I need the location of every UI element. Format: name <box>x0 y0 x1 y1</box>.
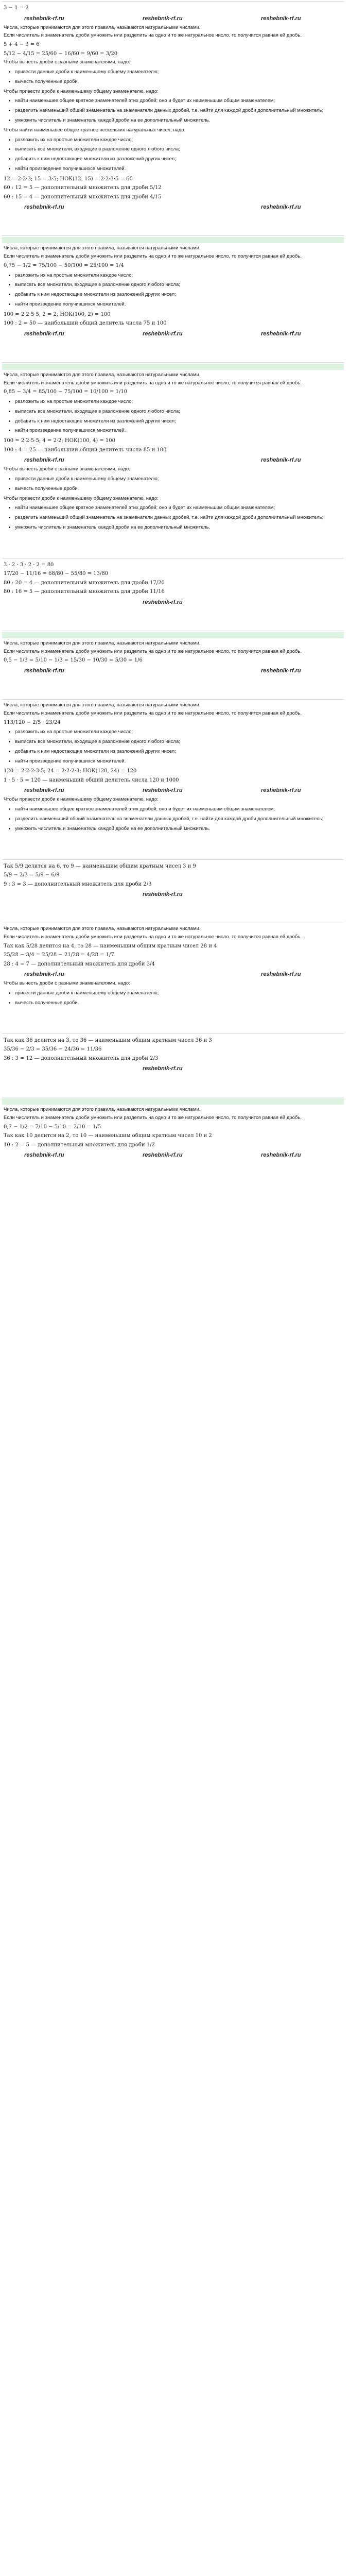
fraction-line: 5/9 − 2/3 = 5/9 − 6/9 <box>4 872 60 878</box>
rule-text: Числа, которые принимаются для этого правила, называются натуральными числами. <box>4 245 201 251</box>
step-item: • добавить к ним недостающие множители из разложений других чисел; <box>15 156 342 163</box>
solution-block-9 <box>2 1097 344 1163</box>
rule-text: Если числитель и знаменатель дроби умножить или разделить на одно и то же натуральное число, то получится равная ей дробь. <box>4 380 302 386</box>
watermark-row <box>4 455 342 465</box>
watermark: reshebnik-rf.ru <box>24 667 64 674</box>
fraction-line: 35/36 − 2/3 = 35/36 − 24/36 = 11/36 <box>4 1046 102 1053</box>
watermark-row <box>4 202 342 212</box>
step-item: • разделить наименьший общий знаменатель на знаменатели данных дробей, т.е. найти для каждой дроби дополнительный множитель; <box>15 816 342 823</box>
step-item: • найти произведение получившихся множителей. <box>15 301 342 308</box>
calc-line: Так как 36 делится на 3, то 36 — наименьшим общим кратным чисел 36 и 3 <box>4 1037 212 1043</box>
nok-line: 120 = 2·2·2·3·5; 24 = 2·2·2·3; НОК(120, 24) = 120 <box>4 768 137 774</box>
steps-list <box>4 98 342 124</box>
watermark-row <box>4 666 342 675</box>
step-item: • добавить к ним недостающие множители из разложений других чисел; <box>15 292 342 298</box>
extra-line: 1 · 5 · 5 = 120 — наименьший общий делитель числа 120 и 1000 <box>4 777 179 783</box>
nok-line: 100 = 2·2·5·5; 2 = 2; НОК(100, 2) = 100 <box>4 311 111 317</box>
step-item: • найти наименьшее общее кратное знаменателей этих дробей; оно и будет их наименьшим общим знаменателем; <box>15 505 342 512</box>
watermark: reshebnik-rf.ru <box>261 330 301 337</box>
watermark-row <box>4 1150 342 1160</box>
watermark: reshebnik-rf.ru <box>24 971 64 978</box>
steps-list <box>4 476 342 493</box>
rule-text: Числа, которые принимаются для этого правила, называются натуральными числами. <box>4 24 201 30</box>
step-item: • разложить их на простые множители каждое число; <box>15 273 342 279</box>
watermark-row <box>4 329 342 338</box>
solution-block-2 <box>2 362 344 551</box>
step-item: • найти произведение получившихся множителей. <box>15 428 342 434</box>
calc-line: 0,85 − 3/4 = 85/100 − 75/100 = 10/100 = 1/10 <box>4 389 128 395</box>
intro-calc: 3 − 1 = 2 <box>4 5 29 11</box>
page <box>0 0 346 1163</box>
step-item: • умножить числитель и знаменатель каждой дроби на ее дополнительный множитель. <box>15 524 342 531</box>
rule-text: Если числитель и знаменатель дроби умножить или разделить на одно и то же натуральное число, то получится равная ей дробь. <box>4 32 302 39</box>
watermark: reshebnik-rf.ru <box>261 15 301 22</box>
solution-block-8 <box>2 1033 344 1090</box>
watermark: reshebnik-rf.ru <box>143 787 183 794</box>
watermark-row <box>4 970 342 979</box>
extra-line: 80 : 16 = 5 — дополнительный множитель для дроби 11/16 <box>4 589 165 595</box>
rule-text: Если числитель и знаменатель дроби умножить или разделить на одно и то же натуральное число, то получится равная ей дробь. <box>4 648 302 654</box>
rule-text: Если числитель и знаменатель дроби умножить или разделить на одно и то же натуральное число, то получится равная ей дробь. <box>4 710 302 716</box>
extra-line: 100 : 2 = 50 — наибольший общий делитель числа 75 и 100 <box>4 320 167 327</box>
watermark: reshebnik-rf.ru <box>24 15 64 22</box>
steps-list <box>4 273 342 308</box>
watermark: reshebnik-rf.ru <box>24 1152 64 1159</box>
calc-line: 3 · 2 · 3 · 2 · 2 = 80 <box>4 562 54 568</box>
steps-list <box>4 69 342 86</box>
solution-block-7 <box>2 923 344 1026</box>
steps-list <box>4 729 342 765</box>
extra-line: 100 : 4 = 25 — наибольший общий делитель числа 85 и 100 <box>4 447 167 453</box>
step-item: • выписать все множители, входящие в разложение одного любого числа; <box>15 409 342 415</box>
step-item: • разложить их на простые множители каждое число; <box>15 137 342 144</box>
step-item: • разделить наименьший общий знаменатель на знаменатели данных дробей, т.е. найти для каждой дроби дополнительный множитель; <box>15 108 342 114</box>
step-item: • разложить их на простые множители каждое число; <box>15 729 342 736</box>
nok-line: 12 = 2·2·3; 15 = 3·5; НОК(12, 15) = 2·2·3·5 = 60 <box>4 176 133 182</box>
watermark: reshebnik-rf.ru <box>261 787 301 794</box>
rule-text: Числа, которые принимаются для этого правила, называются натуральными числами. <box>4 1107 201 1113</box>
steps-intro: Чтобы вычесть дроби с разными знаменателями, надо: <box>4 466 130 472</box>
solution-block-1 <box>2 235 344 354</box>
extra-line: 60 : 15 = 4 — дополнительный множитель для дроби 4/15 <box>4 194 162 200</box>
watermark-row <box>4 890 342 899</box>
watermark: reshebnik-rf.ru <box>143 891 183 898</box>
calc-line: 5 + 4 − 3 = 6 <box>4 42 40 48</box>
extra-line: 10 : 2 = 5 — дополнительный множитель для дроби 1/2 <box>4 1142 155 1148</box>
calc-line: Так как 5/28 делится на 4, то 28 — наименьшим общим кратным чисел 28 и 4 <box>4 943 217 949</box>
solution-block-3 <box>2 558 344 623</box>
watermark-row <box>4 1064 342 1073</box>
rule-text: Если числитель и знаменатель дроби умножить или разделить на одно и то же натуральное число, то получится равная ей дробь. <box>4 1114 302 1121</box>
steps-list <box>4 399 342 434</box>
watermark: reshebnik-rf.ru <box>143 15 183 22</box>
step-item: • найти произведение получившихся множителей. <box>15 758 342 765</box>
watermark: reshebnik-rf.ru <box>24 787 64 794</box>
calc-line: 0,7 − 1/2 = 7/10 − 5/10 = 2/10 = 1/5 <box>4 1124 101 1130</box>
watermark-row <box>4 598 342 607</box>
steps-intro: Чтобы привести дроби к наименьшему общему знаменателю, надо: <box>4 88 159 94</box>
solution-block-5 <box>2 699 344 852</box>
step-item: • найти произведение получившихся множителей. <box>15 166 342 173</box>
steps-intro: Чтобы вычесть дроби с разными знаменателями, надо: <box>4 59 130 65</box>
watermark: reshebnik-rf.ru <box>261 667 301 674</box>
steps-intro: Чтобы привести дроби к наименьшему общему знаменателю, надо: <box>4 495 159 501</box>
watermark: reshebnik-rf.ru <box>261 457 301 464</box>
rule-text: Числа, которые принимаются для этого правила, называются натуральными числами. <box>4 640 201 646</box>
watermark-row <box>4 786 342 795</box>
fraction-line: 5/12 − 4/15 = 25/60 − 16/60 = 9/60 = 3/20 <box>4 50 118 57</box>
watermark: reshebnik-rf.ru <box>143 1152 183 1159</box>
step-item: • вычесть полученные дроби. <box>15 79 342 86</box>
step-item: • выписать все множители, входящие в разложение одного любого числа; <box>15 146 342 153</box>
rule-text: Числа, которые принимаются для этого правила, называются натуральными числами. <box>4 371 201 378</box>
step-item: • выписать все множители, входящие в разложение одного любого числа; <box>15 282 342 289</box>
step-item: • вычесть полученные дроби. <box>15 486 342 493</box>
calc-line: 0,75 − 1/2 = 75/100 − 50/100 = 25/100 = 1/4 <box>4 263 124 268</box>
solution-block-4 <box>2 631 344 692</box>
nok-line: 100 = 2·2·5·5; 4 = 2·2; НОК(100, 4) = 100 <box>4 438 115 444</box>
extra-line: Так как 10 делится на 2, то 10 — наименьшим общим кратным чисел 10 и 2 <box>4 1133 212 1139</box>
step-item: • разложить их на простые множители каждое число; <box>15 399 342 405</box>
watermark: reshebnik-rf.ru <box>261 204 301 211</box>
step-item: • добавить к ним недостающие множители из разложений других чисел; <box>15 418 342 425</box>
rule-text: Если числитель и знаменатель дроби умножить или разделить на одно и то же натуральное число, то получится равная ей дробь. <box>4 253 302 260</box>
watermark: reshebnik-rf.ru <box>24 457 64 464</box>
fraction-line: 17/20 − 11/16 = 68/80 − 55/80 = 13/80 <box>4 571 109 577</box>
solution-block-6 <box>2 859 344 916</box>
steps-list <box>4 505 342 531</box>
step-item: • вычесть полученные дроби. <box>15 1000 342 1007</box>
step-item: • добавить к ним недостающие множители из разложений других чисел; <box>15 749 342 755</box>
step-item: • привести данные дроби к наименьшему общему знаменателю; <box>15 476 342 483</box>
extra-line: 28 : 4 = 7 — дополнительный множитель для дроби 3/4 <box>4 961 155 967</box>
watermark: reshebnik-rf.ru <box>24 330 64 337</box>
step-item: • разделить наименьший общий знаменатель на знаменатели данных дробей, т.е. найти для каждой дроби дополнительный множитель; <box>15 515 342 521</box>
steps-list <box>4 137 342 173</box>
step-item: • привести данные дроби к наименьшему общему знаменателю; <box>15 990 342 997</box>
rule-text: Числа, которые принимаются для этого правила, называются натуральными числами. <box>4 926 201 932</box>
steps-list <box>4 990 342 1007</box>
steps-intro: Чтобы найти наименьшее общее кратное нескольких натуральных чисел, надо: <box>4 127 186 133</box>
extra-line: 60 : 12 = 5 — дополнительный множитель для дроби 5/12 <box>4 185 162 191</box>
rule-text: Числа, которые принимаются для этого правила, называются натуральными числами. <box>4 702 201 708</box>
step-item: • умножить числитель и знаменатель каждой дроби на ее дополнительный множитель. <box>15 117 342 124</box>
extra-line: 80 : 20 = 4 — дополнительный множитель для дроби 17/20 <box>4 580 165 586</box>
extra-line: 9 : 3 = 3 — дополнительный множитель для дроби 2/3 <box>4 881 152 887</box>
steps-intro: Чтобы вычесть дроби с разными знаменателями, надо: <box>4 980 130 987</box>
steps-list <box>4 806 342 832</box>
step-item: • умножить числитель и знаменатель каждой дроби на ее дополнительный множитель. <box>15 826 342 833</box>
step-item: • найти наименьшее общее кратное знаменателей этих дробей; оно и будет их наименьшим общим знаменателем; <box>15 806 342 813</box>
calc-line: 0,5 − 1/3 = 5/10 − 1/3 = 15/30 − 10/30 = 5/30 = 1/6 <box>4 657 143 664</box>
watermark-row <box>4 14 342 23</box>
watermark: reshebnik-rf.ru <box>143 599 183 605</box>
steps-intro: Чтобы привести дроби к наименьшему общему знаменателю, надо: <box>4 796 159 803</box>
watermark: reshebnik-rf.ru <box>261 971 301 978</box>
fraction-line: 113/120 − 2/5 · 23/24 <box>4 719 61 725</box>
solution-block-0 <box>2 1 344 228</box>
step-item: • найти наименьшее общее кратное знаменателей этих дробей; оно и будет их наименьшим общим знаменателем; <box>15 98 342 105</box>
step-item: • выписать все множители, входящие в разложение одного любого числа; <box>15 739 342 745</box>
watermark: reshebnik-rf.ru <box>24 204 64 211</box>
watermark: reshebnik-rf.ru <box>143 1065 183 1072</box>
extra-line: 36 : 3 = 12 — дополнительный множитель для дроби 2/3 <box>4 1055 159 1061</box>
step-item: • привести данные дроби к наименьшему общему знаменателю; <box>15 69 342 76</box>
calc-line: Так 5/9 делится на 6, то 9 — наименьшим общим кратным чисел 3 и 9 <box>4 863 196 869</box>
fraction-line: 25/28 − 3/4 = 25/28 − 21/28 = 4/28 = 1/7 <box>4 952 114 958</box>
watermark: reshebnik-rf.ru <box>143 330 183 337</box>
rule-text: Если числитель и знаменатель дроби умножить или разделить на одно и то же натуральное число, то получится равная ей дробь. <box>4 934 302 940</box>
watermark: reshebnik-rf.ru <box>261 1152 301 1159</box>
